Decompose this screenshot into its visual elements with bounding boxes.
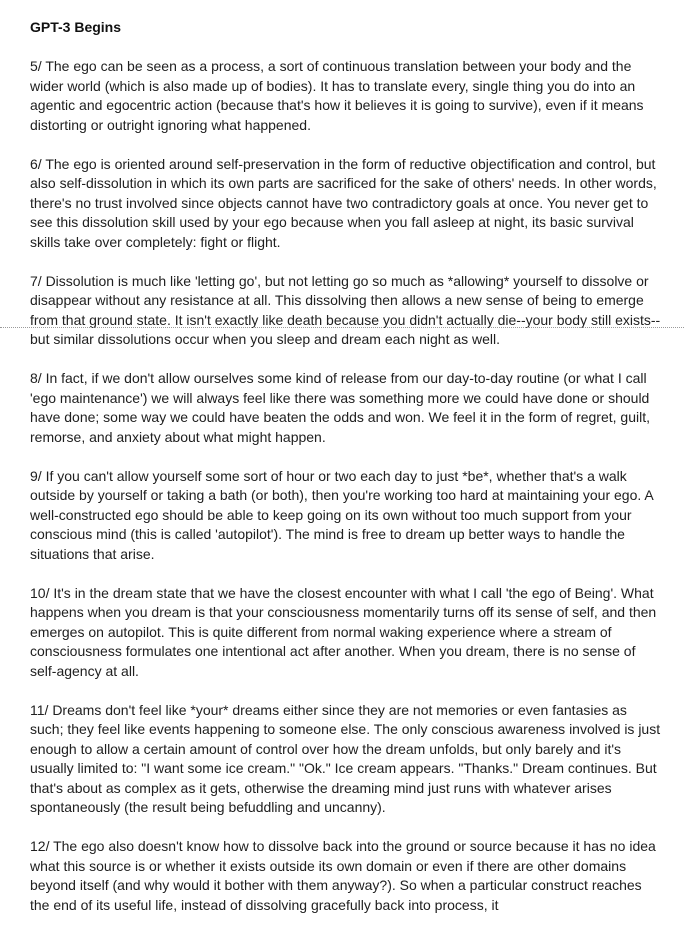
document-body xyxy=(30,57,662,931)
document-title: GPT-3 Begins xyxy=(30,19,122,35)
paragraph-11: 11/ Dreams don't feel like *your* dreams either since they are not memories or even fantasies as such; they feel like events happening to someone else. The only conscious awareness involved is just enough to allow a certain amount of control over how the dream unfolds, but only barely and it's usually limited to: "I want some ice cream." "Ok." Ice cream appears. "Thanks." Dream continues. But that's about as complex as it gets, otherwise the dreaming mind just runs with whatever arises spontaneously (the result being befuddling and uncanny). xyxy=(30,701,661,815)
paragraph-7: 7/ Dissolution is much like 'letting go', but not letting go so much as *allowing* yourself to dissolve or disappear without any resistance at all. This dissolving then allows a new sense of being to emerge from that ground state. It isn't exactly like death because you didn't actually die--your body still exists--but similar dissolutions occur when you sleep and dream each night as well. xyxy=(30,272,661,347)
paragraph-5: 5/ The ego can be seen as a process, a sort of continuous translation between your body and the wider world (which is also made up of bodies). It has to translate every, single thing you do into an agentic and egocentric action (because that's how it believes it is going to survive), even if it means distorting or outright ignoring what happened. xyxy=(30,58,644,133)
paragraph-12: 12/ The ego also doesn't know how to dissolve back into the ground or source because it has no idea what this source is or whether it exists outside its own domain or even if there are other domains beyond itself (and why would it bother with them anyway?). So when a particular construct reaches the end of its useful life, instead of dissolving gracefully back into process, it xyxy=(30,838,656,913)
paragraph-6: 6/ The ego is oriented around self-preservation in the form of reductive objectification and control, but also self-dissolution in which its own parts are sacrificed for the sake of others' needs. In other words, there's no trust involved since objects cannot have two contradictory goals at once. You never get to see this dissolution skill used by your ego because when you fall asleep at night, its basic survival skills take over completely: fight or flight. xyxy=(30,155,657,250)
paragraph-10: 10/ It's in the dream state that we have the closest encounter with what I call 'the ego of Being'. What happens when you dream is that your consciousness momentarily turns off its sense of self, and then emerges on autopilot. This is quite different from normal waking experience where a stream of consciousness formulates one intentional act after another. When you dream, there is no sense of self-agency at all. xyxy=(30,584,657,679)
paragraph-8: 8/ In fact, if we don't allow ourselves some kind of release from our day-to-day routine (or what I call 'ego maintenance') we will always feel like there was something more we could have done or should have done; some way we could have beaten the odds and won. We feel it in the form of regret, guilt, remorse, and anxiety about what might happen. xyxy=(30,370,650,445)
paragraph-9: 9/ If you can't allow yourself some sort of hour or two each day to just *be*, whether that's a walk outside by yourself or taking a bath (or both), then you're working too hard at maintaining your ego. A well-constructed ego should be able to keep going on its own without too much support from your conscious mind (this is called 'autopilot'). The mind is free to dream up better ways to handle the situations that arise. xyxy=(30,467,653,562)
page-break-divider xyxy=(0,327,684,328)
